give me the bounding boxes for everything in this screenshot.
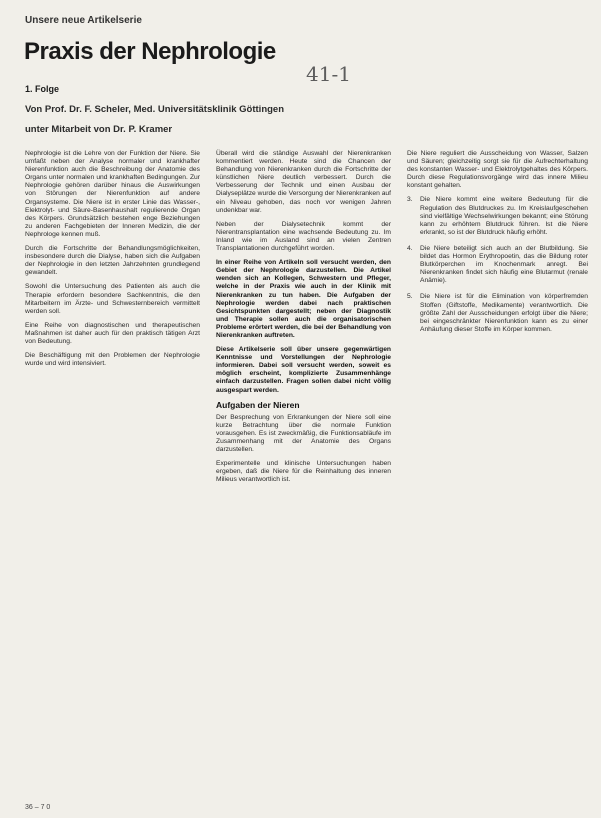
part-number: 1. Folge (25, 84, 60, 94)
paragraph: Nephrologie ist die Lehre von der Funktion der Niere. Sie umfaßt neben der Analyse normaler und krankhafter Nierenfunktion auch die Beschreibung der Anatomie des Organs unter normalen und krankhaften Bedingungen. Zur Nephrologie gehören darüber hinaus die Auswirkungen von Störungen der Nierenfunktion auf andere Organsysteme. Die Niere ist in erster Linie das Wasser-, Elektrolyt- und Säure-Basenhaushalt regulierende Organ des Körpers. Grundsätzlich bestehen enge Beziehungen zu anderen Fachgebieten der Inneren Medizin, die der Nephrologe kennen muß. (25, 150, 200, 238)
paragraph: Überall wird die ständige Auswahl der Nierenkranken kommentiert werden. Heute sind die Chancen der Behandlung von Nierenkranken durch die Fortschritte der künstlichen Niere deutlich verbessert. Durch die Verbesserung der Technik und einen Ausbau der Dialyseplätze wurde die Versorgung der Nierenkranken auf ein Niveau gehoben, das noch vor wenigen Jahren undenkbar war. (216, 150, 391, 214)
column-3 (407, 150, 588, 342)
paragraph: Die Niere reguliert die Ausscheidung von Wasser, Salzen und Säuren; gleichzeitig sorgt sie für die Aufrechterhaltung des konstanten Wasser- und Elektrolytgehaltes des Körpers. Durch diese Regulationsvorgänge wird das innere Milieu konstant gehalten. (407, 150, 588, 190)
coauthor-byline: unter Mitarbeit von Dr. P. Kramer (25, 124, 173, 135)
paragraph: Die Beschäftigung mit den Problemen der Nephrologie wurde und wird intensiviert. (25, 352, 200, 368)
list-item (407, 196, 588, 236)
paragraph: Durch die Fortschritte der Behandlungsmöglichkeiten, insbesondere durch die Dialyse, haben sich die Aufgaben der Nephrologie in den letzten Jahrzehnten grundlegend gewandelt. (25, 245, 200, 277)
list-text: Die Niere beteiligt sich auch an der Blutbildung. Sie bildet das Hormon Erythropoetin, das die Bildung roter Blutkörperchen im Knochenmark anregt. Bei Nierenkranken findet sich häufig eine Blutarmut (renale Anämie). (420, 244, 588, 285)
bold-paragraph: Diese Artikelserie soll über unsere gegenwärtigen Kenntnisse und Vorstellungen der Nephrologie informieren. Dabei soll versucht werden, soweit es möglich erscheint, komplizierte Zusammenhänge einfach darzustellen. Fragen sollen dabei nicht völlig ausgespart werden. (216, 346, 391, 394)
paragraph: Neben der Dialysetechnik kommt der Nierentransplantation eine wachsende Bedeutung zu. Im Inland wie im Ausland sind an vielen Zentren Transplantationen durchgeführt worden. (216, 220, 391, 253)
bold-paragraph: In einer Reihe von Artikeln soll versucht werden, den Gebiet der Nephrologie darzustellen. Die Artikel wenden sich an Kollegen, Schwestern und Pfleger, welche in der Praxis wie auch in der Klinik mit Nierenkranken zu tun haben. Die Aufgaben der Nephrologie werden dabei nach praktischen Gesichtspunkten dargestellt; neben der Diagnostik und Therapie sollen auch die organisatorischen Probleme erörtert werden, die bei der Behandlung von Nierenkranken auftreten. (216, 259, 391, 339)
handwritten-note: 41-1 (306, 62, 351, 86)
list-number: 5. (407, 293, 413, 301)
list-text: Die Niere kommt eine weitere Bedeutung für die Regulation des Blutdruckes zu. Im Kreislaufgeschehen sind vielfältige Wechselwirkungen bekannt; eine Störung kann zu erhöhtem Blutdruck führen. Ist die Niere erkrankt, so ist der Blutdruck häufig erhöht. (420, 196, 588, 236)
list-item (407, 245, 588, 285)
author-byline: Von Prof. Dr. F. Scheler, Med. Universitätsklinik Göttingen (25, 104, 285, 115)
list-item (407, 293, 588, 333)
series-label: Unsere neue Artikelserie (25, 15, 142, 26)
paragraph: Sowohl die Untersuchung des Patienten als auch die Therapie erfordern besondere Sachkenntnis, die den Mitarbeitern im Ärzte- und Schwesternbereich vermittelt werden soll. (25, 283, 200, 315)
paragraph: Eine Reihe von diagnostischen und therapeutischen Maßnahmen ist daher auch für den praktisch tätigen Arzt von Bedeutung. (25, 321, 200, 345)
paragraph: Experimentelle und klinische Untersuchungen haben ergeben, daß die Niere für die Reinhaltung des inneren Milieus verantwortlich ist. (216, 460, 391, 484)
list-text: Die Niere ist für die Elimination von körperfremden Stoffen (Giftstoffe, Medikamente) verantwortlich. Die größte Zahl der Ausscheidungen erfolgt über die Niere; bei eingeschränkter Nierenfunktion kann es zu einer Anhäufung dieser Stoffe im Körper kommen. (420, 293, 588, 333)
column-1 (25, 150, 200, 770)
page-marker: 36 – 7 0 (25, 804, 51, 811)
paragraph: Der Besprechung von Erkrankungen der Niere soll eine kurze Betrachtung über die normale Funktion vorausgehen. Es ist zweckmäßig, die Funktionsabläufe im Zusammenhang mit der Anatomie des Organs darzustellen. (216, 413, 391, 454)
list-number: 4. (407, 244, 413, 252)
column-2 (216, 150, 391, 490)
article-title: Praxis der Nephrologie (24, 38, 276, 65)
list-number: 3. (407, 196, 413, 204)
section-heading: Aufgaben der Nieren (216, 399, 300, 410)
